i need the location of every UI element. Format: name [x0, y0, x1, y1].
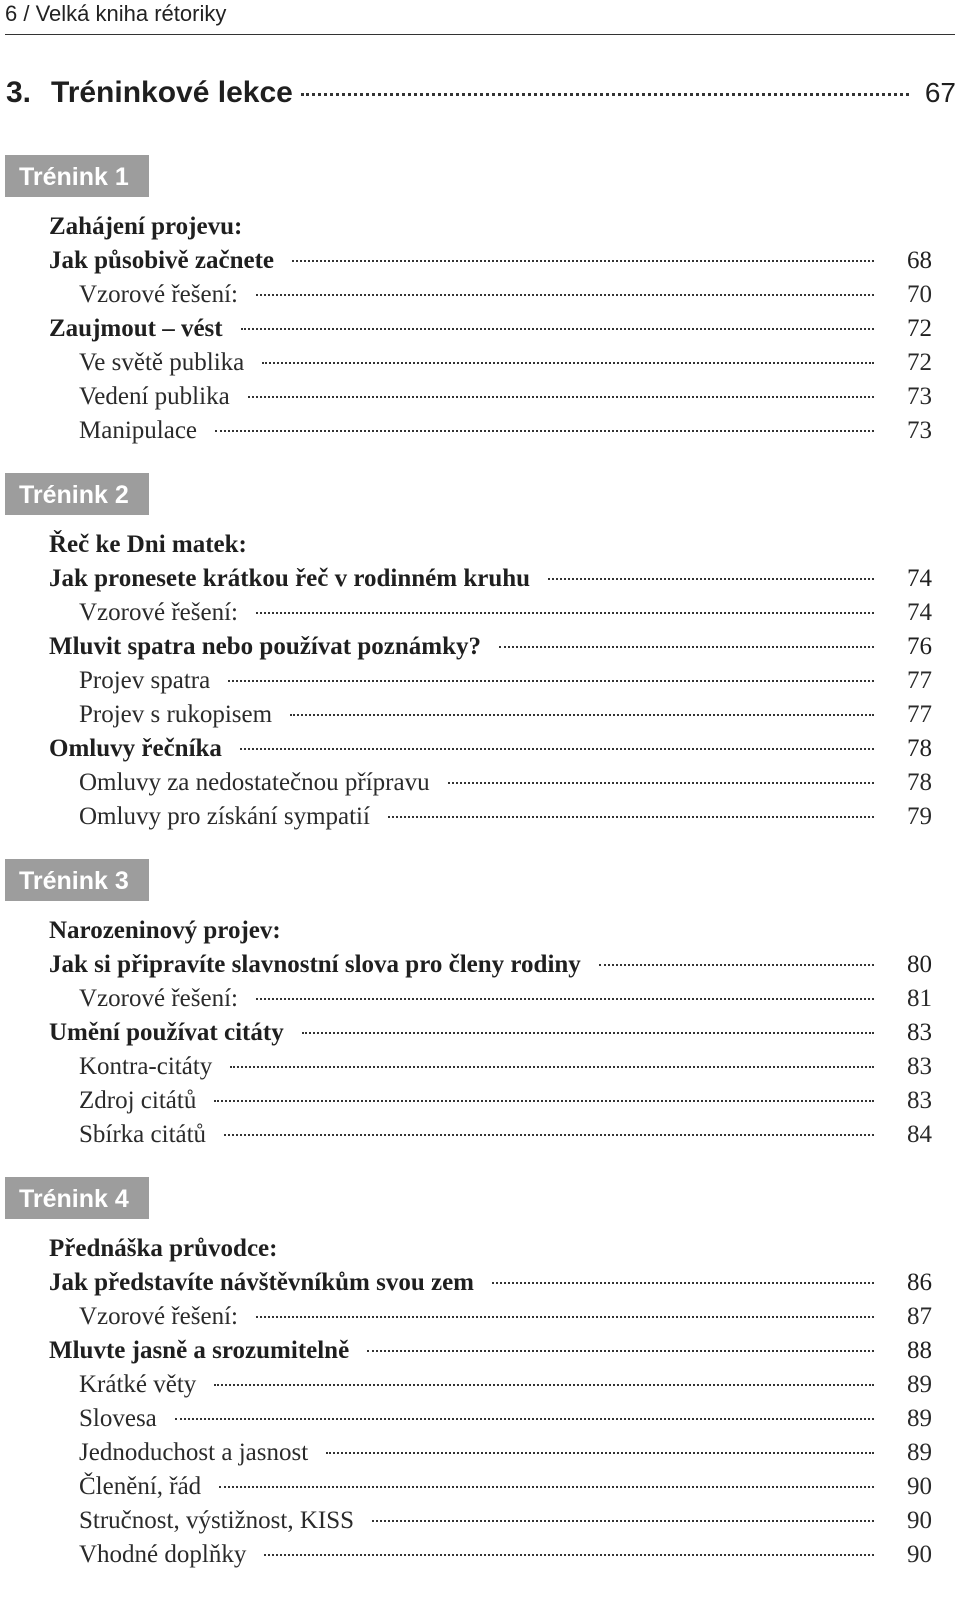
toc-entry-title: Vzorové řešení: — [79, 281, 238, 308]
dot-leader — [599, 964, 874, 966]
dot-leader — [548, 578, 874, 580]
toc-entry-title: Stručnost, výstižnost, KISS — [79, 1507, 355, 1534]
toc-entry-title: Sbírka citátů — [79, 1121, 207, 1148]
toc-page-number: 89 — [907, 1439, 932, 1466]
toc-subentry[interactable] — [79, 1118, 932, 1152]
toc-entry-title: Ve světě publika — [79, 349, 245, 376]
toc-page-number: 73 — [907, 383, 932, 410]
dot-leader — [262, 362, 874, 364]
toc-page-number: 89 — [907, 1405, 932, 1432]
toc-entry[interactable] — [49, 1266, 932, 1300]
toc-page-number: 68 — [907, 247, 932, 274]
toc-entry-title: Jak působivě začnete — [49, 247, 274, 274]
chapter-page-number: 67 — [924, 77, 956, 108]
dot-leader — [292, 260, 874, 262]
toc-entry-title: Vzorové řešení: — [79, 1303, 238, 1330]
dot-leader — [256, 1316, 874, 1318]
toc-page-number: 80 — [907, 951, 932, 978]
toc-entry[interactable] — [49, 948, 932, 982]
toc-subentry[interactable] — [79, 278, 932, 312]
toc-page-number: 72 — [907, 315, 932, 342]
section-subheading: Narozeninový projev: — [49, 917, 281, 944]
toc-page-number: 90 — [907, 1473, 932, 1500]
dot-leader — [228, 680, 874, 682]
toc-page-number: 88 — [907, 1337, 932, 1364]
toc-entry-title: Vedení publika — [79, 383, 230, 410]
toc-entry-title: Vhodné doplňky — [79, 1541, 247, 1568]
toc-entry[interactable] — [49, 562, 932, 596]
toc-entry[interactable] — [49, 1334, 932, 1368]
toc-subentry[interactable] — [79, 800, 932, 834]
dot-leader — [448, 782, 874, 784]
toc-page-number: 79 — [907, 803, 932, 830]
toc-page-number: 72 — [907, 349, 932, 376]
toc-page-number: 87 — [907, 1303, 932, 1330]
toc-subentry[interactable] — [79, 698, 932, 732]
section-badge: Trénink 2 — [5, 473, 149, 515]
toc-subentry[interactable] — [79, 1402, 932, 1436]
toc-entry-title: Kontra-citáty — [79, 1053, 213, 1080]
toc-entry-title: Vzorové řešení: — [79, 599, 238, 626]
dot-leader — [326, 1452, 874, 1454]
dot-leader — [302, 1032, 874, 1034]
toc-subentry[interactable] — [79, 982, 932, 1016]
dot-leader — [175, 1418, 874, 1420]
toc-page-number: 70 — [907, 281, 932, 308]
section-subheading: Řeč ke Dni matek: — [49, 531, 247, 558]
toc-subentry[interactable] — [79, 1504, 932, 1538]
chapter-title: Tréninkové lekce — [51, 76, 293, 109]
dot-leader — [230, 1066, 874, 1068]
toc-page-number: 77 — [907, 667, 932, 694]
dot-leader — [372, 1520, 874, 1522]
toc-page-number: 78 — [907, 735, 932, 762]
toc-page-number: 74 — [907, 599, 932, 626]
toc-page-number: 78 — [907, 769, 932, 796]
toc-page-number: 73 — [907, 417, 932, 444]
toc-entry[interactable] — [49, 732, 932, 766]
dot-leader — [290, 714, 874, 716]
toc-page-number: 83 — [907, 1053, 932, 1080]
dot-leader — [214, 1100, 874, 1102]
section-subheading: Zahájení projevu: — [49, 213, 243, 240]
toc-entry-title: Omluvy pro získání sympatií — [79, 803, 370, 830]
dot-leader — [215, 430, 874, 432]
section-badge: Trénink 3 — [5, 859, 149, 901]
running-header-text: 6 / Velká kniha rétoriky — [5, 1, 227, 26]
dot-leader — [388, 816, 874, 818]
toc-entry-title: Jak pronesete krátkou řeč v rodinném kruhu — [49, 565, 531, 592]
section-badge: Trénink 1 — [5, 155, 149, 197]
toc-subentry[interactable] — [79, 346, 932, 380]
toc-subentry[interactable] — [79, 1050, 932, 1084]
toc-page-number: 90 — [907, 1541, 932, 1568]
toc-entry-title: Projev spatra — [79, 667, 211, 694]
toc-page-number: 84 — [907, 1121, 932, 1148]
dot-leader — [241, 328, 874, 330]
toc-entry-title: Slovesa — [79, 1405, 157, 1432]
toc-subentry[interactable] — [79, 664, 932, 698]
chapter-heading[interactable] — [6, 76, 956, 116]
toc-subentry[interactable] — [79, 766, 932, 800]
toc-page-number: 86 — [907, 1269, 932, 1296]
toc-subentry[interactable] — [79, 1084, 932, 1118]
toc-entry-title: Umění používat citáty — [49, 1019, 284, 1046]
section-badge: Trénink 4 — [5, 1177, 149, 1219]
section-subheading: Přednáška průvodce: — [49, 1235, 278, 1262]
toc-subentry[interactable] — [79, 414, 932, 448]
toc-page-number: 83 — [907, 1087, 932, 1114]
toc-subentry[interactable] — [79, 1436, 932, 1470]
dot-leader — [214, 1384, 874, 1386]
toc-entry-title: Jak si připravíte slavnostní slova pro členy rodiny — [49, 951, 581, 978]
toc-entry-title: Omluvy za nedostatečnou přípravu — [79, 769, 430, 796]
dot-leader — [219, 1486, 874, 1488]
dot-leader — [499, 646, 874, 648]
dot-leader — [256, 998, 874, 1000]
toc-entry-title: Zaujmout – vést — [49, 315, 223, 342]
dot-leader — [224, 1134, 874, 1136]
toc-page-number: 89 — [907, 1371, 932, 1398]
toc-entry-title: Projev s rukopisem — [79, 701, 273, 728]
dot-leader — [256, 294, 874, 296]
toc-entry[interactable] — [49, 1016, 932, 1050]
toc-page-number: 83 — [907, 1019, 932, 1046]
toc-entry-title: Mluvit spatra nebo používat poznámky? — [49, 633, 481, 660]
dot-leader — [264, 1554, 874, 1556]
toc-entry[interactable] — [49, 244, 932, 278]
toc-entry-title: Omluvy řečníka — [49, 735, 222, 762]
toc-entry[interactable] — [49, 312, 932, 346]
toc-entry-title: Mluvte jasně a srozumitelně — [49, 1337, 350, 1364]
dot-leader — [492, 1282, 874, 1284]
toc-subentry[interactable] — [79, 1538, 932, 1572]
dot-leader — [240, 748, 874, 750]
toc-page-number: 76 — [907, 633, 932, 660]
toc-subentry[interactable] — [79, 380, 932, 414]
toc-subentry[interactable] — [79, 596, 932, 630]
running-header — [5, 0, 955, 35]
toc-entry-title: Manipulace — [79, 417, 198, 444]
dot-leader — [256, 612, 874, 614]
toc-page-number: 90 — [907, 1507, 932, 1534]
toc-entry-title: Členění, řád — [79, 1473, 202, 1500]
dot-leader — [248, 396, 874, 398]
toc-subentry[interactable] — [79, 1368, 932, 1402]
toc-subentry[interactable] — [79, 1470, 932, 1504]
toc-entry-title: Jak představíte návštěvníkům svou zem — [49, 1269, 475, 1296]
toc-entry-title: Vzorové řešení: — [79, 985, 238, 1012]
chapter-number: 3. — [6, 76, 32, 109]
toc-entry-title: Zdroj citátů — [79, 1087, 197, 1114]
toc-page-number: 77 — [907, 701, 932, 728]
dot-leader — [367, 1350, 874, 1352]
toc-subentry[interactable] — [79, 1300, 932, 1334]
dot-leader — [301, 93, 909, 96]
toc-entry-title: Jednoduchost a jasnost — [79, 1439, 309, 1466]
toc-entry[interactable] — [49, 630, 932, 664]
toc-page-number: 74 — [907, 565, 932, 592]
toc-page-number: 81 — [907, 985, 932, 1012]
toc-entry-title: Krátké věty — [79, 1371, 197, 1398]
